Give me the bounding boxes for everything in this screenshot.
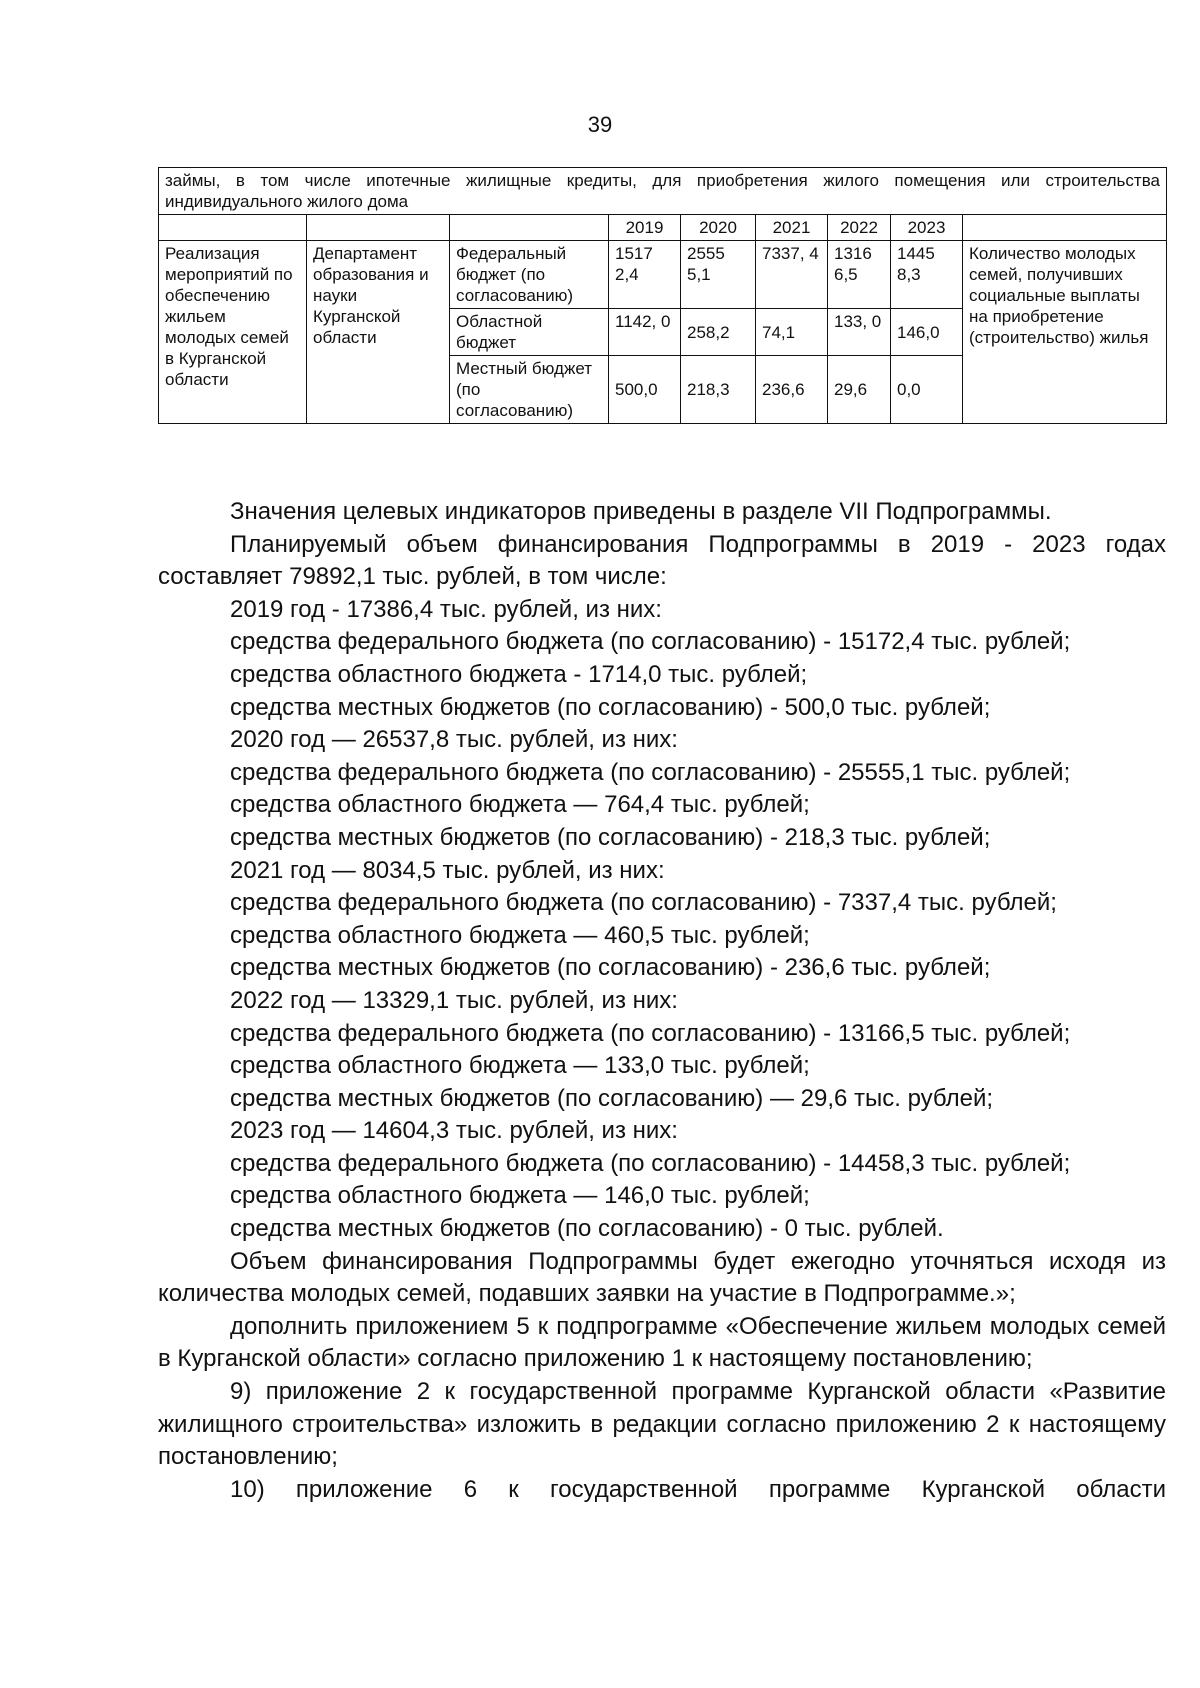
value-cell: 133, 0	[828, 309, 891, 356]
list-item: средства областного бюджета - 1714,0 тыс. рублей;	[230, 660, 808, 688]
value-cell: 258,2	[681, 309, 756, 356]
table-cell	[307, 215, 450, 241]
table-row	[159, 241, 1167, 309]
table-cell	[450, 215, 609, 241]
value-cell: 236,6	[756, 356, 828, 424]
list-item: средства областного бюджета — 460,5 тыс. рублей;	[230, 921, 810, 949]
paragraph: Значения целевых индикаторов приведены в разделе VII Подпрограммы.	[230, 498, 1052, 525]
table-cell	[963, 215, 1167, 241]
list-item: средства федерального бюджета (по согласованию) - 25555,1 тыс. рублей;	[230, 758, 1071, 786]
value-cell: 1445 8,3	[891, 241, 963, 309]
document-body	[158, 496, 1166, 1506]
list-item: средства федерального бюджета (по согласованию) - 15172,4 тыс. рублей;	[230, 628, 1071, 656]
year-cell: 2023	[891, 215, 963, 241]
value-cell: 7337, 4	[756, 241, 828, 309]
value-cell: 146,0	[891, 309, 963, 356]
value-cell: 0,0	[891, 356, 963, 424]
value-cell: 2555 5,1	[681, 241, 756, 309]
list-item: средства федерального бюджета (по согласованию) - 13166,5 тыс. рублей;	[230, 1019, 1071, 1047]
page-number: 39	[587, 112, 613, 137]
source-cell: Местный бюджет (по согласованию)	[450, 356, 609, 424]
list-item: средства местных бюджетов (по согласованию) - 236,6 тыс. рублей;	[230, 954, 991, 982]
value-cell: 74,1	[756, 309, 828, 356]
list-item: средства областного бюджета — 133,0 тыс. рублей;	[230, 1052, 810, 1080]
value-cell: 1142, 0	[609, 309, 681, 356]
source-cell: Областной бюджет	[450, 309, 609, 356]
table-header-text: займы, в том числе ипотечные жилищные кредиты, для приобретения жилого помещения или строительства индивидуального жилого дома	[159, 168, 1167, 215]
list-item: 2022 год — 13329,1 тыс. рублей, из них:	[230, 986, 678, 1014]
list-item: средства местных бюджетов (по согласованию) - 0 тыс. рублей.	[230, 1215, 944, 1243]
value-cell: 1316 6,5	[828, 241, 891, 309]
list-item: средства федерального бюджета (по согласованию) - 7337,4 тыс. рублей;	[230, 889, 1057, 917]
paragraph: 10) приложение 6 к государственной программе Курганской области	[230, 1475, 1166, 1503]
table-cell	[159, 215, 307, 241]
year-cell: 2020	[681, 215, 756, 241]
list-item: средства местных бюджетов (по согласованию) - 500,0 тыс. рублей;	[230, 693, 991, 721]
executor-cell: Департамент образования и науки Курганской области	[307, 241, 450, 424]
paragraph: Планируемый объем финансирования Подпрограммы в 2019 - 2023 годах	[230, 530, 1166, 558]
list-item: средства федерального бюджета (по согласованию) - 14458,3 тыс. рублей;	[230, 1149, 1071, 1177]
source-cell: Федеральный бюджет (по согласованию)	[450, 241, 609, 309]
paragraph: составляет 79892,1 тыс. рублей, в том числе:	[158, 563, 667, 591]
list-item: средства местных бюджетов (по согласованию) — 29,6 тыс. рублей;	[230, 1084, 994, 1112]
year-cell: 2022	[828, 215, 891, 241]
value-cell: 500,0	[609, 356, 681, 424]
indicator-cell: Количество молодых семей, получивших социальные выплаты на приобретение (строительство) жилья	[963, 241, 1167, 424]
list-item: средства областного бюджета — 146,0 тыс. рублей;	[230, 1182, 810, 1210]
table-years-row	[159, 215, 1167, 241]
list-item: 2023 год — 14604,3 тыс. рублей, из них:	[230, 1117, 678, 1145]
list-item: 2020 год — 26537,8 тыс. рублей, из них:	[230, 726, 678, 754]
paragraph: Объем финансирования Подпрограммы будет ежегодно уточняться исходя из количества молодых семей, подавших заявки на участие в Подпрограмме.»;	[158, 1247, 1166, 1308]
value-cell: 1517 2,4	[609, 241, 681, 309]
list-item: 2021 год — 8034,5 тыс. рублей, из них:	[230, 856, 665, 884]
value-cell: 29,6	[828, 356, 891, 424]
paragraph: дополнить приложением 5 к подпрограмме «Обеспечение жильем молодых семей в Курганской области» согласно приложению 1 к настоящему постановлению;	[158, 1312, 1166, 1373]
table-header-row	[159, 168, 1167, 215]
list-item: 2019 год - 17386,4 тыс. рублей, из них:	[230, 595, 662, 623]
paragraph: 9) приложение 2 к государственной программе Курганской области «Развитие жилищного строительства» изложить в редакции согласно приложению 2 к настоящему постановлению;	[158, 1378, 1166, 1471]
activity-cell: Реализация мероприятий по обеспечению жильем молодых семей в Курганской области	[159, 241, 307, 424]
budget-table	[158, 167, 1167, 424]
list-item: средства областного бюджета — 764,4 тыс. рублей;	[230, 791, 810, 819]
year-cell: 2021	[756, 215, 828, 241]
list-item: средства местных бюджетов (по согласованию) - 218,3 тыс. рублей;	[230, 823, 991, 851]
value-cell: 218,3	[681, 356, 756, 424]
year-cell: 2019	[609, 215, 681, 241]
